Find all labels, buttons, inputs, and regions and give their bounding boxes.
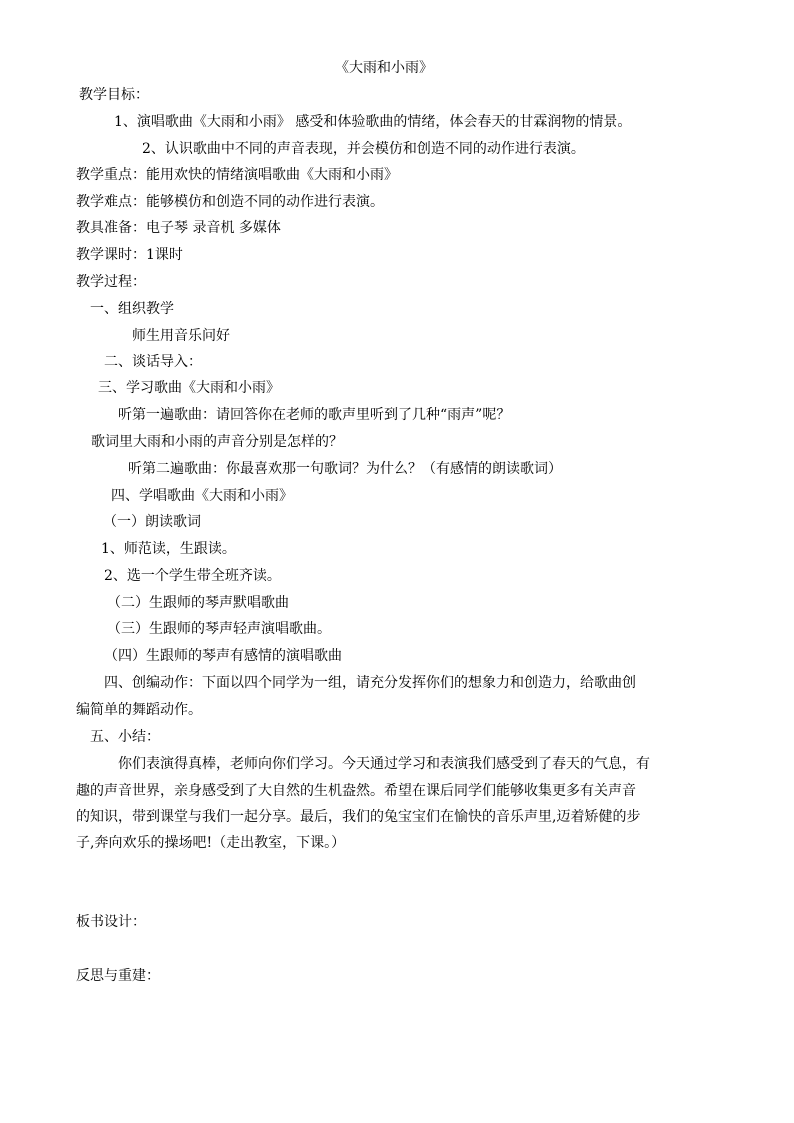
- document-title: 《大雨和小雨》: [335, 60, 433, 76]
- step-1: 一、组织教学: [90, 301, 174, 317]
- step-4: 四、学唱歌曲《大雨和小雨》: [111, 488, 293, 504]
- sub-3: （三）生跟师的琴声轻声演唱歌曲。: [107, 621, 331, 637]
- goals-heading: 教学目标：: [79, 87, 149, 103]
- summary-line-4: 子,奔向欢乐的操场吧!（走出教室，下课。）: [76, 835, 346, 851]
- step-1-detail: 师生用音乐问好: [132, 328, 230, 344]
- sub-1-item-2: 2、选一个学生带全班齐读。: [104, 568, 281, 584]
- key-point: 教学重点：能用欢快的情绪演唱歌曲《大雨和小雨》: [76, 167, 398, 183]
- process-heading: 教学过程：: [76, 274, 146, 290]
- teaching-aids: 教具准备：电子琴 录音机 多媒体: [76, 220, 281, 236]
- sub-2: （二）生跟师的琴声默唱歌曲: [107, 595, 289, 611]
- summary-line-2: 趣的声音世界，亲身感受到了大自然的生机盎然。希望在课后同学们能够收集更多有关声音: [76, 783, 636, 799]
- summary-line-3: 的知识，带到课堂与我们一起分享。最后，我们的兔宝宝们在愉快的音乐声里,迈着矫健的步: [76, 809, 641, 825]
- creative-line-1: 四、创编动作：下面以四个同学为一组，请充分发挥你们的想象力和创造力，给歌曲创: [104, 675, 636, 691]
- listen-1a: 听第一遍歌曲：请回答你在老师的歌声里听到了几种“雨声”呢？: [118, 407, 511, 423]
- difficulty: 教学难点：能够模仿和创造不同的动作进行表演。: [76, 194, 384, 210]
- reflection-heading: 反思与重建：: [76, 968, 160, 984]
- board-design-heading: 板书设计：: [76, 914, 146, 930]
- summary-heading: 五、小结：: [90, 729, 160, 745]
- sub-4: （四）生跟师的琴声有感情的演唱歌曲: [104, 648, 342, 664]
- step-2: 二、谈话导入：: [104, 354, 202, 370]
- sub-1: （一）朗读歌词: [103, 514, 201, 530]
- sub-1-item-1: 1、师范读，生跟读。: [101, 541, 236, 557]
- listen-2: 听第二遍歌曲：你最喜欢那一句歌词？为什么？（有感情的朗读歌词）: [128, 461, 562, 477]
- step-3: 三、学习歌曲《大雨和小雨》: [98, 380, 280, 396]
- goal-1: 1、演唱歌曲《大雨和小雨》 感受和体验歌曲的情绪，体会春天的甘霖润物的情景。: [114, 114, 632, 130]
- creative-line-2: 编简单的舞蹈动作。: [76, 702, 202, 718]
- listen-1b: 歌词里大雨和小雨的声音分别是怎样的？: [91, 434, 343, 450]
- class-hours: 教学课时：1课时: [76, 247, 183, 263]
- summary-line-1: 你们表演得真棒，老师向你们学习。今天通过学习和表演我们感受到了春天的气息，有: [118, 756, 650, 772]
- goal-2: 2、认识歌曲中不同的声音表现，并会模仿和创造不同的动作进行表演。: [142, 141, 585, 157]
